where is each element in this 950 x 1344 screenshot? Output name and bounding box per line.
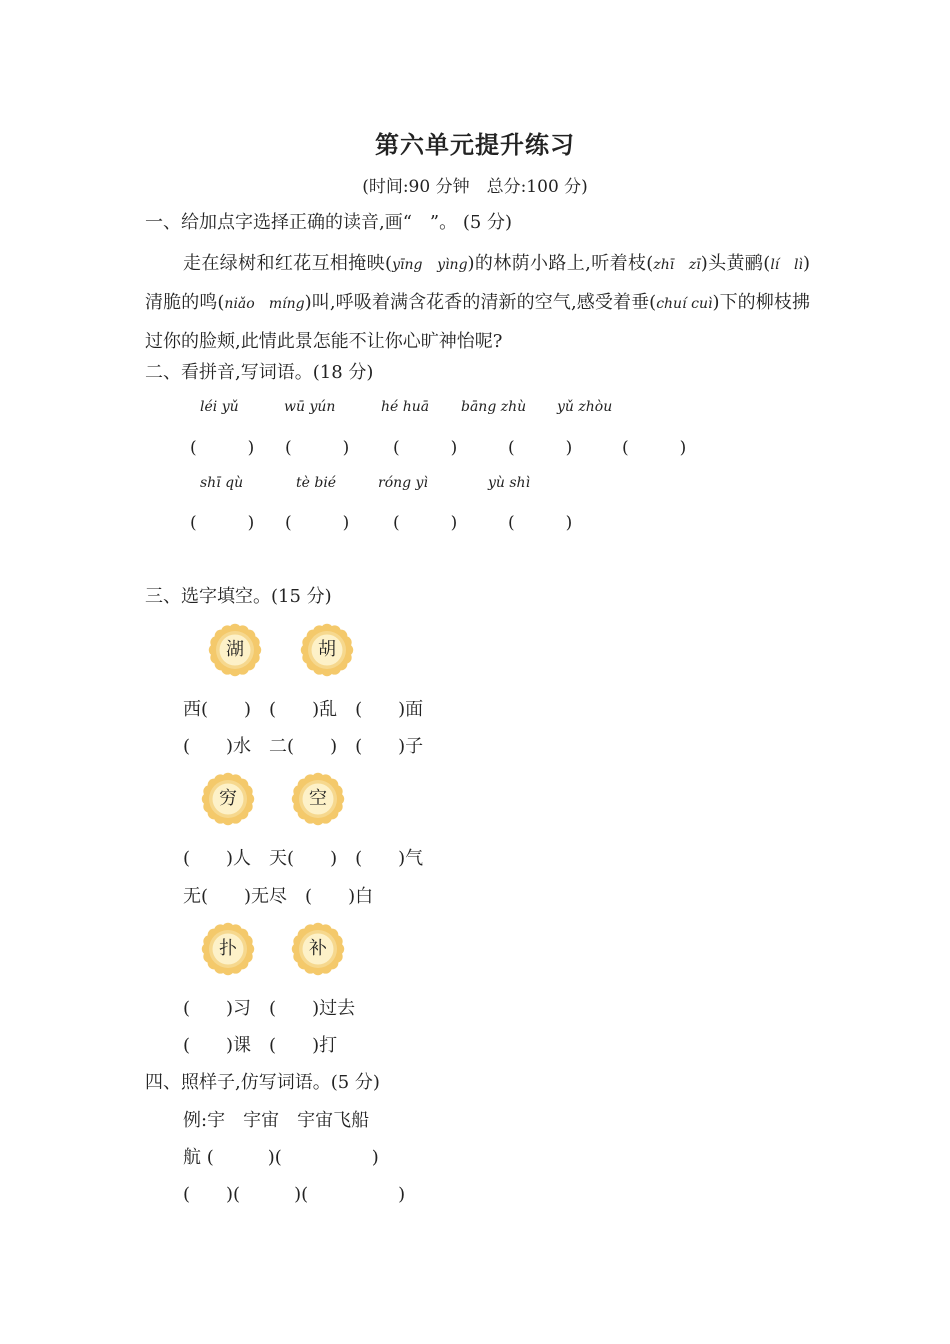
answer-blank[interactable]: ( ) xyxy=(393,438,458,458)
answer-blank[interactable]: ( ) xyxy=(393,513,458,533)
flower-badge: 穷 xyxy=(201,772,255,826)
flower-badge: 补 xyxy=(291,922,345,976)
q4-heading: 四、照样子,仿写词语。(5 分) xyxy=(145,1072,380,1093)
q1-heading: 一、给加点字选择正确的读音,画“ ”。 (5 分) xyxy=(145,212,513,233)
page-title: 第六单元提升练习 xyxy=(375,130,575,159)
pinyin-word: bāng zhù xyxy=(461,399,527,415)
answer-blank[interactable]: ( ) xyxy=(285,513,350,533)
pinyin-word: tè bié xyxy=(296,475,337,491)
q1-paragraph: 走在绿树和红花互相掩映(yīng yìng)的林荫小路上,听着枝(zhī zī)头黄鹂(lí lì)清脆的鸣(niǎo míng)叫,呼吸着满含花香的清新的空气,感受着垂(chuí cuì)下的柳枝拂过你的脸颊,此情此景怎能不让你心旷神怡呢? xyxy=(145,253,810,352)
q3-heading: 三、选字填空。(15 分) xyxy=(145,586,332,607)
pinyin-word: yǔ zhòu xyxy=(557,399,613,415)
flower-badge: 扑 xyxy=(201,922,255,976)
pinyin-word: yù shì xyxy=(488,475,531,491)
fill-line: 无( )无尽 ( )白 xyxy=(183,886,374,907)
pinyin-word: róng yì xyxy=(378,475,428,491)
pinyin-word: léi yǔ xyxy=(200,399,239,415)
answer-blank[interactable]: ( ) xyxy=(190,513,255,533)
answer-blank[interactable]: ( ) xyxy=(622,438,687,458)
flower-badge: 湖 xyxy=(208,623,262,677)
q2-heading: 二、看拼音,写词语。(18 分) xyxy=(145,362,374,383)
answer-blank[interactable]: ( ) xyxy=(285,438,350,458)
fill-line: 西( ) ( )乱 ( )面 xyxy=(183,699,424,720)
pinyin-word: hé huā xyxy=(381,399,430,415)
example-line: 例:宇 宇宙 宇宙飞船 xyxy=(183,1110,370,1131)
fill-line: 航 ( )( ) xyxy=(183,1147,379,1168)
fill-line: ( )习 ( )过去 xyxy=(183,998,356,1019)
fill-line: ( )水 二( ) ( )子 xyxy=(183,736,424,757)
answer-blank[interactable]: ( ) xyxy=(190,438,255,458)
pinyin-word: wū yún xyxy=(284,399,336,415)
answer-blank[interactable]: ( ) xyxy=(508,438,573,458)
answer-blank[interactable]: ( ) xyxy=(508,513,573,533)
page-subtitle: (时间:90 分钟 总分:100 分) xyxy=(362,177,588,197)
fill-line: ( )人 天( ) ( )气 xyxy=(183,848,424,869)
pinyin-word: shī qù xyxy=(200,475,244,491)
flower-badge: 空 xyxy=(291,772,345,826)
flower-badge: 胡 xyxy=(300,623,354,677)
fill-line: ( )课 ( )打 xyxy=(183,1035,338,1056)
fill-line: ( )( )( ) xyxy=(183,1184,406,1205)
